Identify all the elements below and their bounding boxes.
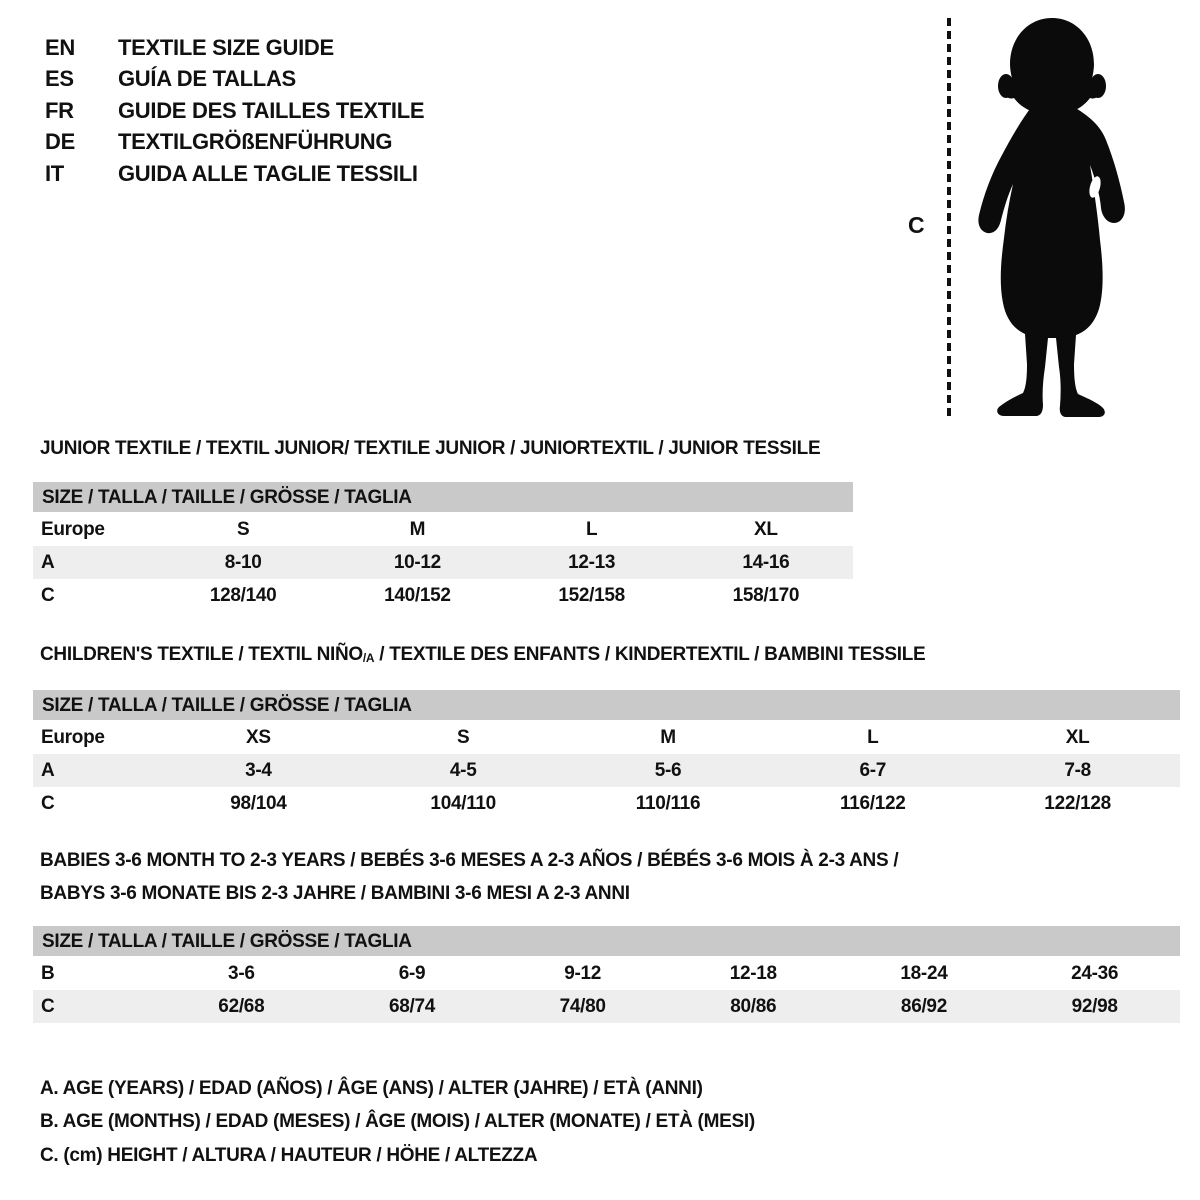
language-code: FR [45, 97, 74, 123]
legend [40, 1072, 755, 1173]
section-heading-babies-line1: BABIES 3-6 MONTH TO 2-3 YEARS / BEBÉS 3-6 MESES A 2-3 AÑOS / BÉBÉS 3-6 MOIS À 2-3 ANS / [40, 850, 899, 871]
size-table-junior [33, 513, 853, 612]
legend-line-a: A. AGE (YEARS) / EDAD (AÑOS) / ÂGE (ANS) / ALTER (JAHRE) / ETÀ (ANNI) [40, 1077, 703, 1099]
section-heading-babies-line2: BABYS 3-6 MONATE BIS 2-3 JAHRE / BAMBINI 3-6 MESI A 2-3 ANNI [40, 883, 630, 904]
table-cell: 9-12 [564, 962, 602, 984]
table-cell: 24-36 [1071, 962, 1119, 984]
table-cell: 80/86 [730, 995, 777, 1017]
size-table-babies [33, 957, 1180, 1023]
heading-prefix: CHILDREN'S TEXTILE / TEXTIL NIÑO [40, 644, 363, 665]
table-cell: 7-8 [1064, 759, 1091, 781]
table-cell: 6-7 [859, 759, 887, 781]
row-label: B [41, 962, 55, 984]
table-cell: L [585, 518, 598, 540]
section-heading-junior: JUNIOR TEXTILE / TEXTIL JUNIOR/ TEXTILE JUNIOR / JUNIORTEXTIL / JUNIOR TESSILE [40, 438, 821, 459]
language-title: GUIDE DES TAILLES TEXTILE [118, 97, 425, 123]
language-code: ES [45, 66, 74, 92]
table-cell: 8-10 [224, 551, 262, 573]
language-code: IT [45, 160, 64, 186]
height-measure-label: C [908, 212, 925, 238]
table-cell: 74/80 [559, 995, 606, 1017]
language-code: DE [45, 129, 75, 155]
table-cell: 92/98 [1071, 995, 1118, 1017]
language-title: TEXTILE SIZE GUIDE [118, 34, 334, 60]
table-row [33, 990, 1180, 1023]
language-header [45, 32, 424, 190]
row-label: A [41, 551, 55, 573]
row-label: A [41, 759, 55, 781]
size-table-header: SIZE / TALLA / TAILLE / GRÖSSE / TAGLIA [33, 926, 1180, 956]
table-cell: XS [246, 726, 271, 748]
row-label: C [41, 584, 55, 606]
heading-suffix: / TEXTILE DES ENFANTS / KINDERTEXTIL / BAMBINI TESSILE [374, 644, 926, 665]
language-row [45, 32, 424, 64]
size-table-header: SIZE / TALLA / TAILLE / GRÖSSE / TAGLIA [33, 690, 1180, 720]
table-cell: 158/170 [732, 584, 800, 606]
language-title: TEXTILGRÖßENFÜHRUNG [118, 129, 393, 155]
table-row [33, 579, 853, 612]
height-dashed-line [947, 18, 951, 416]
section-heading-children [40, 644, 925, 666]
table-cell: S [457, 726, 470, 748]
table-cell: XL [754, 518, 778, 540]
table-cell: 116/122 [840, 792, 906, 814]
row-label: C [41, 995, 55, 1017]
table-cell: 4-5 [449, 759, 477, 781]
table-cell: 18-24 [900, 962, 948, 984]
table-row [33, 957, 1180, 990]
table-cell: 68/74 [388, 995, 435, 1017]
table-row [33, 513, 853, 546]
table-cell: 122/128 [1044, 792, 1111, 814]
language-code: EN [45, 34, 75, 60]
language-row [45, 64, 424, 96]
table-cell: 14-16 [742, 551, 790, 573]
heading-subscript: /A [362, 651, 375, 665]
table-cell: 104/110 [430, 792, 496, 814]
table-cell: 140/152 [384, 584, 451, 606]
row-label: Europe [41, 518, 105, 540]
table-cell: 6-9 [398, 962, 426, 984]
size-table-header: SIZE / TALLA / TAILLE / GRÖSSE / TAGLIA [33, 482, 853, 512]
row-label: C [41, 792, 55, 814]
table-cell: 3-4 [245, 759, 272, 781]
table-cell: 12-13 [568, 551, 616, 573]
table-row [33, 787, 1180, 820]
table-cell: 86/92 [900, 995, 947, 1017]
table-cell: L [867, 726, 879, 748]
table-cell: 152/158 [558, 584, 625, 606]
table-cell: M [409, 518, 426, 540]
table-cell: M [660, 726, 676, 748]
table-cell: 12-18 [729, 962, 777, 984]
language-title: GUIDA ALLE TAGLIE TESSILI [118, 160, 418, 186]
language-title: GUÍA DE TALLAS [118, 66, 296, 92]
table-row [33, 754, 1180, 787]
table-cell: 3-6 [228, 962, 255, 984]
table-cell: 10-12 [393, 551, 441, 573]
language-row [45, 127, 424, 159]
legend-line-b: B. AGE (MONTHS) / EDAD (MESES) / ÂGE (MOIS) / ALTER (MONATE) / ETÀ (MESI) [40, 1111, 755, 1133]
table-cell: 5-6 [654, 759, 682, 781]
legend-line-c: C. (cm) HEIGHT / ALTURA / HAUTEUR / HÖHE / ALTEZZA [40, 1144, 538, 1166]
language-row [45, 158, 424, 190]
table-cell: 128/140 [209, 584, 277, 606]
language-row [45, 95, 424, 127]
toddler-silhouette-icon [962, 12, 1144, 420]
table-cell: S [236, 518, 250, 540]
table-row [33, 546, 853, 579]
table-cell: 98/104 [230, 792, 287, 814]
table-cell: 62/68 [218, 995, 265, 1017]
table-cell: 110/116 [635, 792, 701, 814]
table-cell: XL [1065, 726, 1090, 748]
size-table-children [33, 721, 1180, 820]
table-row [33, 721, 1180, 754]
row-label: Europe [41, 726, 105, 748]
